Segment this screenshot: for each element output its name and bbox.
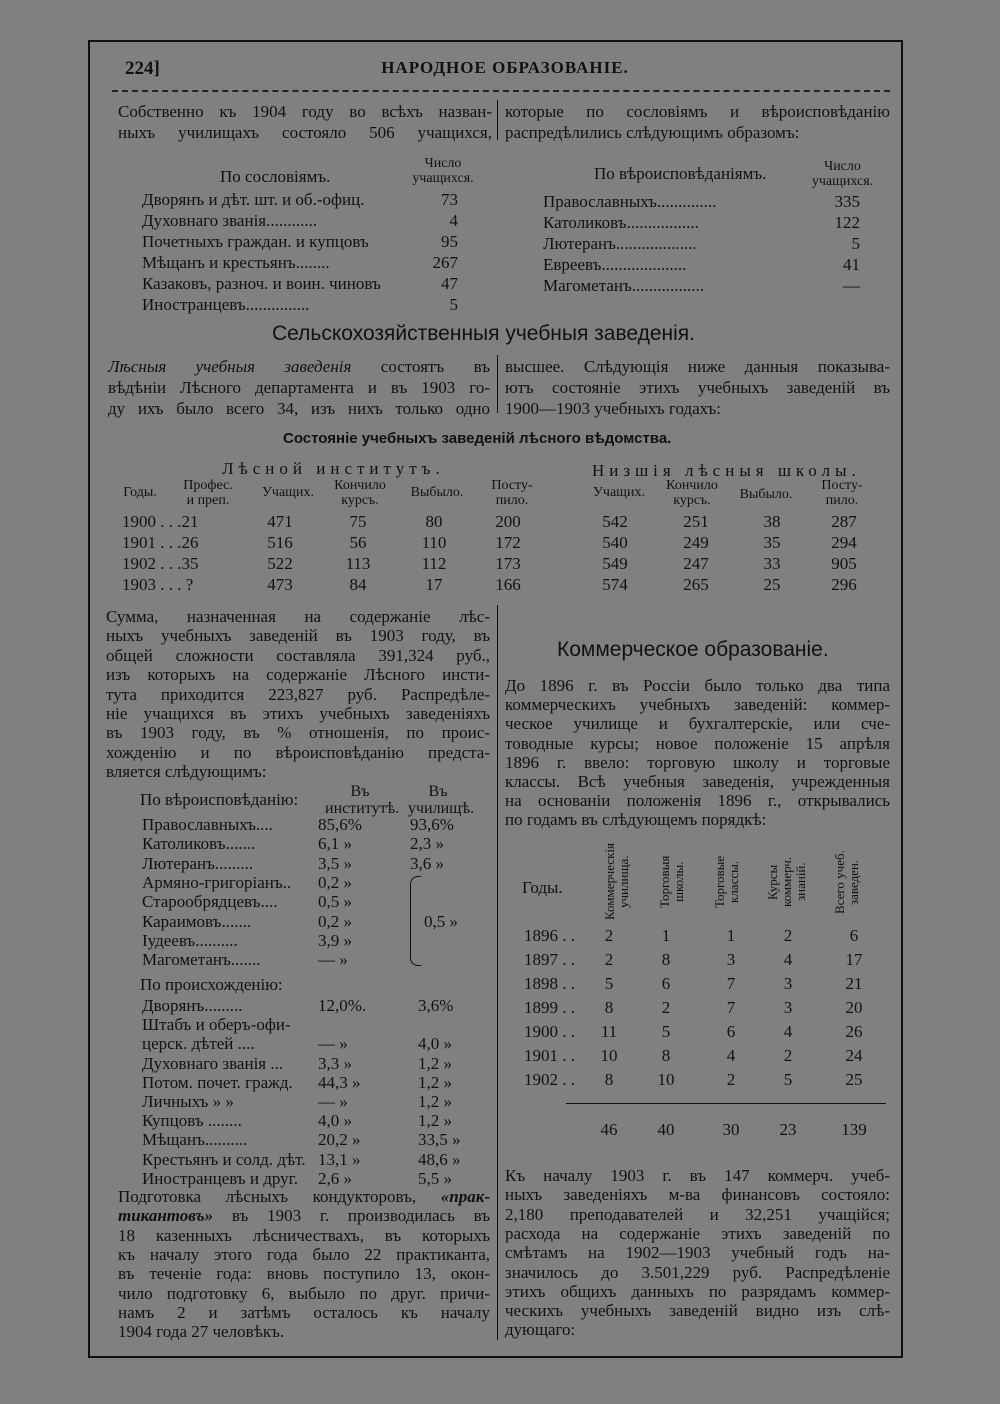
pct-school-value: 33,5 » — [418, 1130, 461, 1150]
intro-left-line-1: Собственно къ 1904 году во всѣхъ назван- — [118, 102, 492, 121]
agri-right-line-1: высшее. Слѣдующія ниже данныя показыва- — [505, 357, 890, 376]
commerce-col-header: Курсы коммерч. знаній. — [765, 856, 808, 908]
estate-count: 5 — [449, 295, 458, 314]
page-header — [125, 58, 885, 86]
forest-year: 1903 . . . ? — [122, 575, 194, 594]
commerce-end-line: ческихъ учебныхъ заведеній видно изъ слѣ- — [505, 1301, 890, 1321]
pct-origin-label: Дворянъ......... — [142, 996, 243, 1015]
religion-label: Католиковъ................. — [543, 213, 699, 232]
praktikant-line — [118, 1264, 490, 1283]
commerce-total: 23 — [779, 1120, 797, 1139]
commerce-end-line: Къ началу 1903 г. въ 147 коммерч. учеб- — [505, 1166, 890, 1185]
commerce-col-header: Торговые классы. — [712, 855, 741, 909]
pct-institute-value: 85,6% — [318, 815, 362, 834]
forest-cell: 56 — [349, 533, 367, 552]
line-text: 1904 года 27 человѣкъ. — [118, 1322, 285, 1342]
commerce-end-line: дующаго: — [505, 1320, 576, 1340]
forest-cell: 84 — [349, 575, 367, 594]
estate-label: Иностранцевъ............... — [142, 295, 310, 314]
commerce-cell: 20 — [845, 998, 863, 1017]
commerce-cell: 2 — [604, 926, 614, 945]
commerce-col-header: Торговыя школы. — [657, 855, 686, 909]
praktikant-line — [118, 1226, 490, 1245]
pct-institute-value: 0,5 » — [318, 892, 352, 912]
estate-label: Духовнаго званія............ — [142, 211, 318, 230]
commerce-year: 1898 . . — [524, 974, 575, 993]
forest-cell: 549 — [602, 554, 628, 573]
agri-left-line-2: вѣдѣніи Лѣсного департамента и въ 1903 го- — [108, 378, 490, 397]
pct-origin-label: Крестьянъ и солд. дѣт. — [142, 1149, 306, 1169]
forest-cell: 542 — [602, 512, 628, 531]
commerce-line: на основаніи положенія 1896 г., открывались — [505, 791, 890, 811]
commerce-cell: 26 — [845, 1022, 863, 1041]
religions-heading: По вѣроисповѣданіямъ. — [594, 164, 767, 183]
pct-school-value: 1,2 » — [418, 1053, 452, 1073]
forest-cell: 80 — [425, 512, 443, 531]
forest-col-header: Профес. и преп. — [183, 478, 233, 508]
commerce-cell: 10 — [657, 1070, 675, 1089]
commerce-section-title: Коммерческое образованіе. — [557, 638, 829, 661]
forest-cell: 473 — [267, 575, 293, 594]
estate-label: Почетныхъ граждан. и купцовъ — [142, 232, 369, 251]
commerce-end-line: расхода на содержаніе этихъ заведеній по — [505, 1223, 890, 1243]
forest-col-header: Годы. — [123, 485, 157, 500]
forest-cell: 35 — [763, 533, 781, 552]
commerce-cell: 1 — [661, 926, 671, 945]
budget-line: тута приходится 223,827 руб. Распредѣле- — [106, 684, 490, 704]
forest-cell: 38 — [763, 512, 781, 531]
forest-cell: 471 — [267, 512, 293, 531]
budget-line: Сумма, назначенная на содержаніе лѣс- — [106, 607, 490, 626]
commerce-line: До 1896 г. въ Россіи было только два типа — [505, 676, 890, 695]
agri-right-line-2: ютъ состояніе этихъ учебныхъ заведеній въ — [505, 378, 890, 397]
commerce-cell: 2 — [783, 1046, 793, 1065]
commerce-cell: 2 — [604, 950, 614, 969]
commerce-cell: 7 — [726, 998, 736, 1017]
line-text: къ началу этого года было 22 практиканта, — [118, 1244, 490, 1264]
pct-religion-heading: По вѣроисповѣданію: — [140, 790, 299, 809]
pct-institute-value: 2,6 » — [318, 1168, 352, 1188]
agri-italic-term: Лѣсныя учебныя заведенія — [108, 357, 352, 376]
forest-cell: 296 — [831, 575, 857, 594]
column-divider — [497, 355, 498, 413]
commerce-cell: 5 — [661, 1022, 671, 1041]
commerce-cell: 7 — [726, 974, 736, 993]
commerce-line: коммерческихъ учебныхъ заведеній: коммер- — [505, 695, 890, 715]
commerce-cell: 8 — [661, 1046, 671, 1065]
commerce-total: 40 — [657, 1120, 675, 1139]
pct-origin-label: Мѣщанъ.......... — [142, 1130, 248, 1150]
forest-col-header: Кончило курсъ. — [666, 478, 718, 508]
pct-institute-value: — » — [318, 950, 348, 970]
estate-count: 47 — [441, 274, 458, 293]
line-text: въ теченіе года: вновь поступило 13, окон- — [118, 1264, 490, 1284]
commerce-cell: 6 — [849, 926, 859, 945]
totals-rule — [566, 1103, 886, 1104]
commerce-end-line: ныхъ заведеніяхъ м-ва финансовъ состояло: — [505, 1185, 890, 1205]
commerce-cell: 4 — [783, 1022, 793, 1041]
commerce-total: 46 — [600, 1120, 618, 1139]
pct-institute-value: 3,3 » — [318, 1053, 352, 1073]
commerce-cell: 5 — [604, 974, 614, 993]
pct-origin-label: Духовнаго званія ... — [142, 1053, 284, 1073]
commerce-cell: 3 — [726, 950, 736, 969]
commerce-cell: 8 — [661, 950, 671, 969]
pct-religion-label: Лютеранъ......... — [142, 853, 254, 873]
pct-institute-value: 12,0%. — [318, 996, 367, 1015]
intro-left-line-2: ныхъ училищахъ состояло 506 учащихся, — [118, 123, 492, 142]
budget-line: вляется слѣдующимъ: — [106, 762, 267, 782]
forest-cell: 17 — [425, 575, 443, 594]
forest-col-header: Выбыло. — [739, 487, 793, 502]
pct-institute-value: — » — [318, 1092, 348, 1111]
pct-school-value: 93,6% — [410, 815, 454, 834]
forest-cell: 251 — [683, 512, 709, 531]
page-number: 224] — [125, 58, 160, 79]
pct-col-institute: Въ институтѣ. — [325, 783, 400, 817]
brace-value: 0,5 » — [424, 912, 458, 931]
forest-table-title: Состояніе учебныхъ заведеній лѣсного вѣдомства. — [283, 430, 672, 447]
pct-school-value: 3,6% — [418, 996, 454, 1015]
pct-origin-label: Личныхъ » » — [142, 1092, 234, 1111]
line-text: въ 1903 г. производилась въ — [213, 1206, 490, 1226]
commerce-line: классы. Всѣ учебныя заведенія, учрежденныя — [505, 772, 890, 791]
commerce-cell: 1 — [726, 926, 736, 945]
religion-count: 5 — [851, 234, 860, 253]
budget-line: ныхъ учебныхъ заведеній въ 1903 году, въ — [106, 626, 490, 646]
pct-religion-label: Католиковъ....... — [142, 834, 256, 854]
forest-cell: 173 — [495, 554, 521, 573]
commerce-total: 30 — [722, 1120, 740, 1139]
pct-religion-label: Армяно-григоріанъ.. — [142, 872, 292, 892]
line-text: Подготовка лѣсныхъ кондукторовъ, — [118, 1187, 441, 1206]
forest-cell: 249 — [683, 533, 709, 552]
forest-col-header: Посту- пило. — [821, 478, 863, 508]
header-rule — [112, 90, 890, 96]
estate-count: 267 — [432, 253, 458, 272]
commerce-cell: 3 — [783, 998, 793, 1017]
commerce-cell: 3 — [783, 974, 793, 993]
commerce-line: 1896 г. ввело: торговую школу и торговые — [505, 752, 890, 772]
forest-cell: 200 — [495, 512, 521, 531]
commerce-line: ческое училище и бухгалтерскіе, или сче- — [505, 714, 890, 734]
column-divider — [497, 605, 498, 1340]
budget-line: ніе учащихся въ этихъ учебныхъ заведеніяхъ — [106, 704, 490, 723]
commerce-year: 1899 . . — [524, 998, 575, 1017]
italic-term: «прак- — [440, 1187, 490, 1206]
agri-section-title: Сельскохозяйственныя учебныя заведенія. — [272, 322, 696, 345]
budget-line: общей сложности составляла 391,324 руб., — [106, 645, 490, 665]
pct-origin-heading: По происхожденію: — [140, 975, 283, 994]
intro-right-line-1: которые по сословіямъ и вѣроисповѣданію — [505, 102, 890, 121]
grouping-brace — [410, 876, 421, 966]
commerce-cell: 4 — [783, 950, 793, 969]
commerce-cell: 6 — [726, 1022, 736, 1041]
commerce-cell: 25 — [845, 1070, 863, 1089]
estate-count: 73 — [441, 190, 458, 209]
religion-label: Лютеранъ................... — [543, 234, 697, 253]
commerce-year-header: Годы. — [522, 878, 563, 897]
pct-school-value: 3,6 » — [410, 853, 444, 873]
pct-origin-label: церск. дѣтей .... — [142, 1034, 255, 1054]
pct-school-value: 1,2 » — [418, 1072, 452, 1092]
religion-label: Евреевъ.................... — [543, 255, 687, 274]
pct-institute-value: 3,9 » — [318, 930, 352, 950]
intro-right-line-2: распредѣлились слѣдующимъ образомъ: — [505, 123, 800, 142]
pct-col-school: Въ училищѣ. — [408, 783, 475, 817]
estate-count: 4 — [449, 211, 458, 230]
pct-origin-label: Потом. почет. гражд. — [142, 1072, 293, 1092]
commerce-year: 1901 . . — [524, 1046, 575, 1065]
forest-col-header: Посту- пило. — [491, 478, 533, 508]
estate-count: 95 — [441, 232, 458, 251]
pct-institute-value: 20,2 » — [318, 1130, 361, 1150]
commerce-col-header: Коммерческія училища. — [602, 843, 631, 921]
line-text: чило подготовку 6, выбыло по друг. причи- — [118, 1283, 490, 1303]
commerce-total: 139 — [841, 1120, 867, 1139]
italic-term: тикантовъ» — [118, 1206, 214, 1226]
pct-religion-label: Православныхъ.... — [142, 815, 273, 834]
forest-cell: 522 — [267, 554, 293, 573]
commerce-end-line: смѣтамъ на 1902—1903 учебный годъ на- — [505, 1243, 890, 1263]
commerce-cell: 4 — [726, 1046, 736, 1065]
forest-cell: 112 — [421, 554, 447, 573]
pct-religion-label: Іудеевъ.......... — [142, 930, 238, 950]
pct-institute-value: — » — [318, 1034, 348, 1054]
forest-cell: 25 — [763, 575, 781, 594]
commerce-cell: 5 — [783, 1070, 793, 1089]
estate-label: Казаковъ, разноч. и воин. чиновъ — [142, 274, 381, 293]
commerce-cell: 2 — [661, 998, 671, 1017]
pct-religion-label: Караимовъ....... — [142, 911, 252, 931]
estates-heading: По сословіямъ. — [220, 167, 331, 186]
commerce-year: 1900 . . — [524, 1022, 575, 1041]
budget-line: хожденію и по вѣроисповѣданію предста- — [106, 742, 490, 762]
agri-line-rest: состоятъ въ — [351, 357, 490, 376]
praktikant-line — [118, 1206, 490, 1225]
commerce-cell: 8 — [604, 1070, 614, 1089]
estates-count-heading: Число учащихся. — [412, 156, 474, 186]
pct-institute-value: 0,2 » — [318, 872, 352, 892]
forest-institute-group: Лѣсной институтъ. — [222, 459, 445, 478]
pct-institute-value: 0,2 » — [318, 911, 352, 931]
estate-label: Дворянъ и дѣт. шт. и об.-офиц. — [142, 190, 365, 209]
forest-cell: 265 — [683, 575, 709, 594]
forest-cell: 33 — [763, 554, 781, 573]
religions-count-heading: Число учащихся. — [811, 159, 874, 189]
line-text: 18 казенныхъ лѣсничествахъ, въ которыхъ — [118, 1225, 490, 1245]
commerce-year: 1902 . . — [524, 1070, 575, 1089]
forest-year: 1901 . . .26 — [122, 533, 199, 552]
praktikant-line — [118, 1284, 490, 1303]
commerce-year: 1896 . . — [524, 926, 575, 945]
commerce-year: 1897 . . — [524, 950, 575, 969]
forest-year: 1902 . . .35 — [122, 554, 199, 573]
praktikant-line — [118, 1245, 490, 1264]
budget-line: въ 1903 году, въ % отношенія, по проис- — [106, 723, 490, 743]
pct-institute-value: 44,3 » — [318, 1072, 361, 1092]
pct-institute-value: 3,5 » — [318, 853, 352, 873]
pct-institute-value: 4,0 » — [318, 1111, 352, 1131]
commerce-cell: 2 — [726, 1070, 736, 1089]
column-divider — [497, 100, 498, 140]
religion-count: — — [843, 276, 860, 295]
commerce-cell: 11 — [600, 1022, 618, 1041]
praktikant-line — [118, 1322, 490, 1341]
praktikant-line — [118, 1187, 490, 1206]
forest-year: 1900 . . .21 — [122, 512, 199, 531]
budget-line: изъ которыхъ на содержаніе Лѣсного инсти- — [106, 665, 490, 685]
commerce-cell: 17 — [845, 950, 863, 969]
pct-institute-value: 6,1 » — [318, 834, 352, 854]
forest-col-header: Кончило курсъ. — [334, 478, 386, 508]
forest-cell: 287 — [831, 512, 857, 531]
commerce-cell: 24 — [845, 1046, 863, 1065]
forest-cell: 540 — [602, 533, 628, 552]
forest-cell: 166 — [495, 575, 521, 594]
agri-left-line-1 — [108, 356, 490, 377]
forest-cell: 110 — [421, 533, 447, 552]
line-text: намъ 2 и затѣмъ осталось къ началу — [118, 1302, 490, 1322]
religion-label: Магометанъ................. — [543, 276, 705, 295]
commerce-col-header: Всего учеб. заведен. — [832, 850, 861, 914]
forest-cell: 75 — [349, 512, 367, 531]
religion-count: 122 — [834, 213, 860, 232]
commerce-line: по годамъ въ слѣдующемъ порядкѣ: — [505, 810, 767, 830]
pct-institute-value: 13,1 » — [318, 1149, 361, 1169]
agri-left-line-3: ду ихъ было всего 34, изъ нихъ только одно — [108, 399, 490, 418]
commerce-line: товодные курсы; новое положеніе 15 апрѣля — [505, 733, 890, 753]
forest-col-header: Учащих. — [593, 485, 645, 500]
religion-label: Православныхъ.............. — [543, 192, 717, 211]
forest-cell: 294 — [831, 533, 857, 552]
commerce-end-line: 2,180 преподавателей и 32,251 учащійся; — [505, 1204, 890, 1224]
pct-origin-label: Штабъ и оберъ-офи- — [142, 1015, 291, 1035]
forest-col-header: Выбыло. — [410, 485, 464, 500]
pct-school-value: 1,2 » — [418, 1111, 452, 1131]
forest-cell: 172 — [495, 533, 521, 552]
commerce-cell: 21 — [845, 974, 863, 993]
forest-schools-group: Низшія лѣсныя школы. — [592, 461, 861, 480]
pct-school-value: 2,3 » — [410, 834, 444, 854]
commerce-end-line: значилось до 3.501,229 руб. Распредѣленіе — [505, 1262, 890, 1282]
commerce-cell: 8 — [604, 998, 614, 1017]
pct-origin-label: Иностранцевъ и друг. — [142, 1168, 298, 1188]
pct-school-value: 48,6 » — [418, 1149, 461, 1169]
forest-cell: 247 — [683, 554, 709, 573]
commerce-cell: 6 — [661, 974, 671, 993]
forest-cell: 516 — [267, 533, 293, 552]
religion-count: 41 — [843, 255, 860, 274]
forest-cell: 905 — [831, 554, 857, 573]
forest-cell: 113 — [345, 554, 371, 573]
forest-cell: 574 — [602, 575, 628, 594]
pct-school-value: 4,0 » — [418, 1034, 452, 1054]
pct-religion-label: Магометанъ....... — [142, 950, 261, 970]
commerce-cell: 10 — [600, 1046, 618, 1065]
running-title: НАРОДНОЕ ОБРАЗОВАНІЕ. — [381, 58, 629, 77]
commerce-cell: 2 — [783, 926, 793, 945]
commerce-end-line: этихъ общихъ данныхъ по разрядамъ коммер- — [505, 1281, 890, 1301]
praktikant-line — [118, 1303, 490, 1322]
pct-school-value: 5,5 » — [418, 1168, 452, 1188]
forest-col-header: Учащих. — [262, 485, 314, 500]
religion-count: 335 — [834, 192, 860, 211]
pct-religion-label: Старообрядцевъ.... — [142, 892, 278, 912]
estate-label: Мѣщанъ и крестьянъ........ — [142, 253, 330, 272]
agri-right-line-3: 1900—1903 учебныхъ годахъ: — [505, 399, 722, 418]
pct-school-value: 1,2 » — [418, 1092, 452, 1111]
pct-origin-label: Купцовъ ........ — [142, 1111, 242, 1131]
